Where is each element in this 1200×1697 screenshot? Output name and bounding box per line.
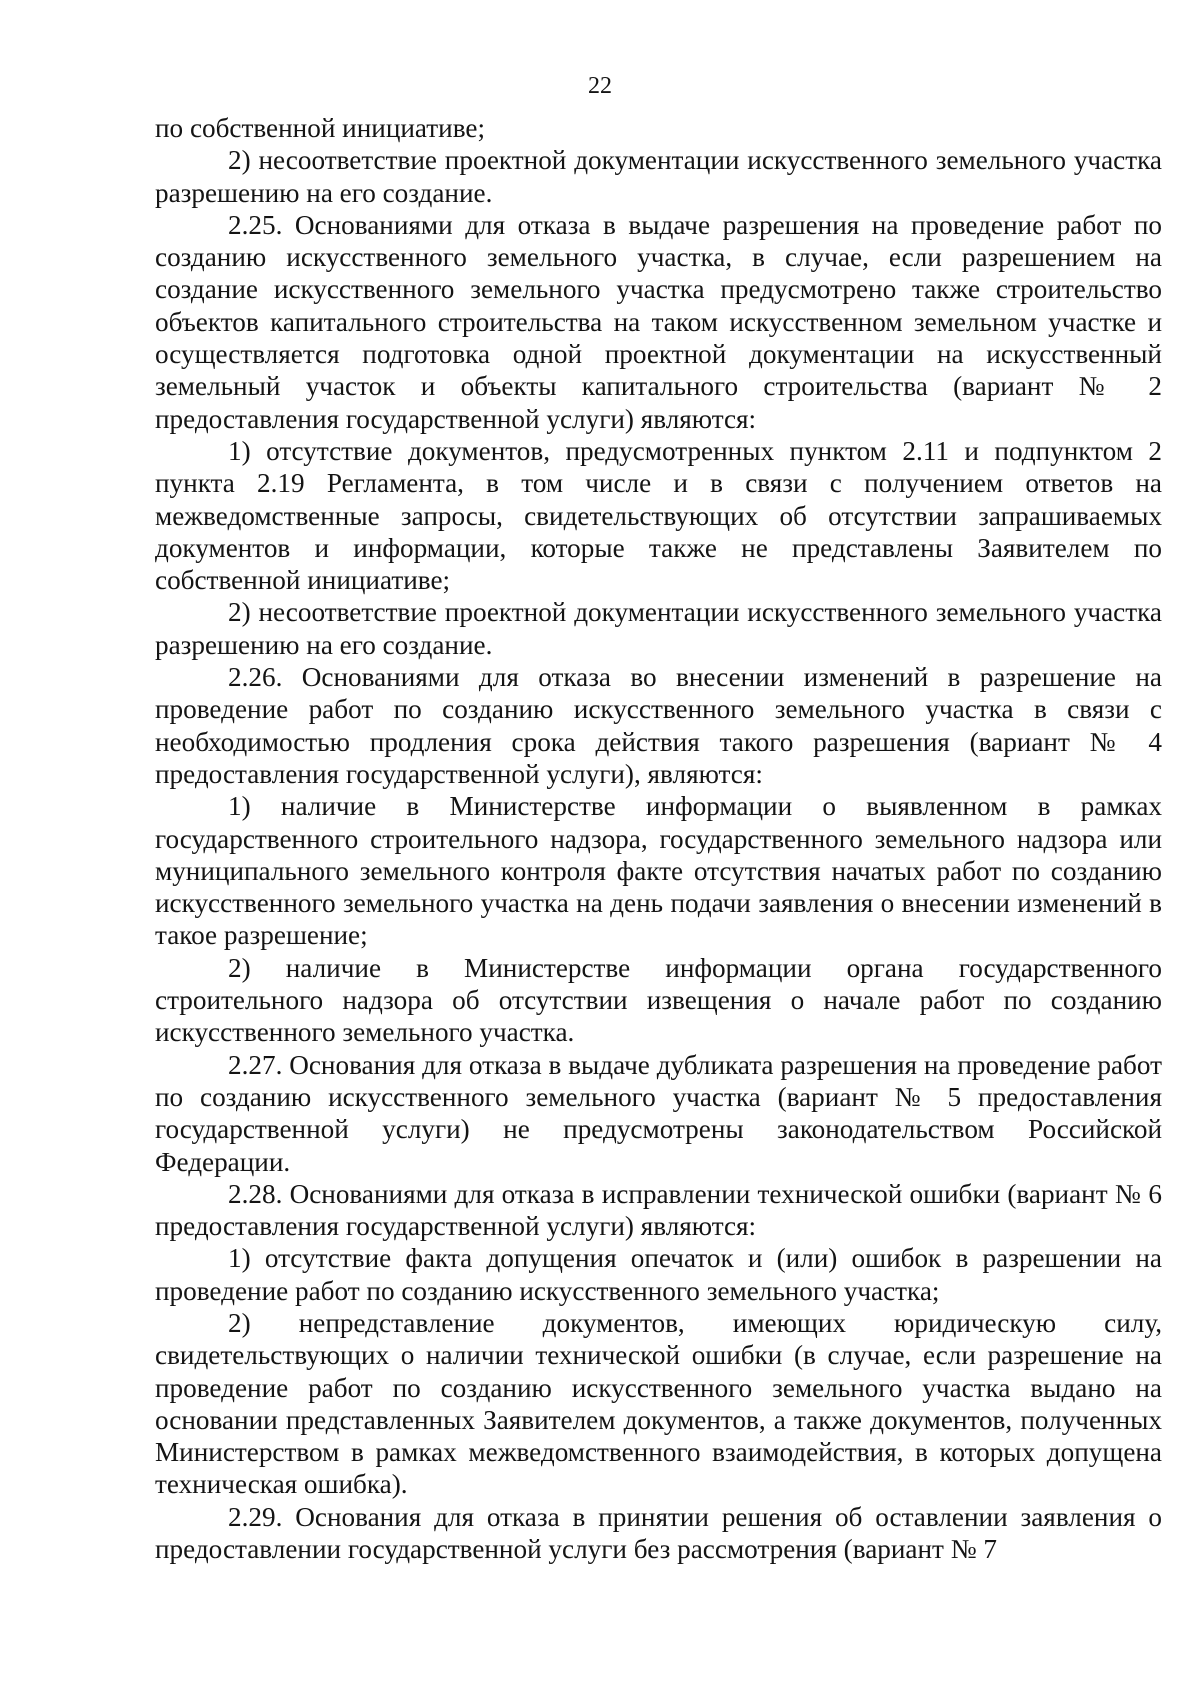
paragraph: 1) отсутствие документов, предусмотренных пунктом 2.11 и подпунктом 2 пункта 2.19 Регламента, в том числе и в связи с получением ответов на межведомственные запросы, свидетельствующих об отсутствии запрашиваемых документов и информации, которые также не представлены Заявителем по собственной инициативе; — [155, 435, 1162, 596]
paragraph: 2) наличие в Министерстве информации органа государственного строительного надзора об отсутствии извещения о начале работ по созданию искусственного земельного участка. — [155, 952, 1162, 1048]
paragraph: 2.29. Основания для отказа в принятии решения об оставлении заявления о предоставлении государственной услуги без рассмотрения (вариант № 7 — [155, 1501, 1162, 1565]
page-number: 22 — [588, 73, 612, 99]
paragraph: 2.27. Основания для отказа в выдаче дубликата разрешения на проведение работ по созданию искусственного земельного участка (вариант № 5 предоставления государственной услуги) не предусмотрены законодательством Российской Федерации. — [155, 1049, 1162, 1177]
paragraph: 1) наличие в Министерстве информации о выявленном в рамках государственного строительного надзора, государственного земельного надзора или муниципального земельного контроля факте отсутствия начатых работ по созданию искусственного земельного участка на день подачи заявления о внесении изменений в такое разрешение; — [155, 791, 1162, 951]
body-text — [155, 112, 1162, 1565]
paragraph: 2.28. Основаниями для отказа в исправлении технической ошибки (вариант № 6 предоставления государственной услуги) являются: — [155, 1178, 1162, 1242]
paragraph: 2) непредставление документов, имеющих юридическую силу, свидетельствующих о наличии технической ошибки (в случае, если разрешение на проведение работ по созданию искусственного земельного участка выдано на основании представленных Заявителем документов, а также документов, полученных Министерством в рамках межведомственного взаимодействия, в которых допущена техническая ошибка). — [155, 1307, 1162, 1500]
paragraph: 2) несоответствие проектной документации искусственного земельного участка разрешению на его создание. — [155, 597, 1162, 660]
paragraph: 2.25. Основаниями для отказа в выдаче разрешения на проведение работ по созданию искусственного земельного участка, в случае, если разрешением на создание искусственного земельного участка предусмотрено также строительство объектов капитального строительства на таком искусственном земельном участке и осуществляется подготовка одной проектной документации на искусственный земельный участок и объекты капитального строительства (вариант № 2 предоставления государственной услуги) являются: — [155, 209, 1162, 434]
paragraph: 2) несоответствие проектной документации искусственного земельного участка разрешению на его создание. — [155, 145, 1162, 208]
paragraph: по собственной инициативе; — [155, 113, 486, 143]
paragraph: 1) отсутствие факта допущения опечаток и (или) ошибок в разрешении на проведение работ по созданию искусственного земельного участка; — [155, 1243, 1162, 1306]
paragraph: 2.26. Основаниями для отказа во внесении изменений в разрешение на проведение работ по созданию искусственного земельного участка в связи с необходимостью продления срока действия такого разрешения (вариант № 4 предоставления государственной услуги), являются: — [155, 662, 1162, 789]
